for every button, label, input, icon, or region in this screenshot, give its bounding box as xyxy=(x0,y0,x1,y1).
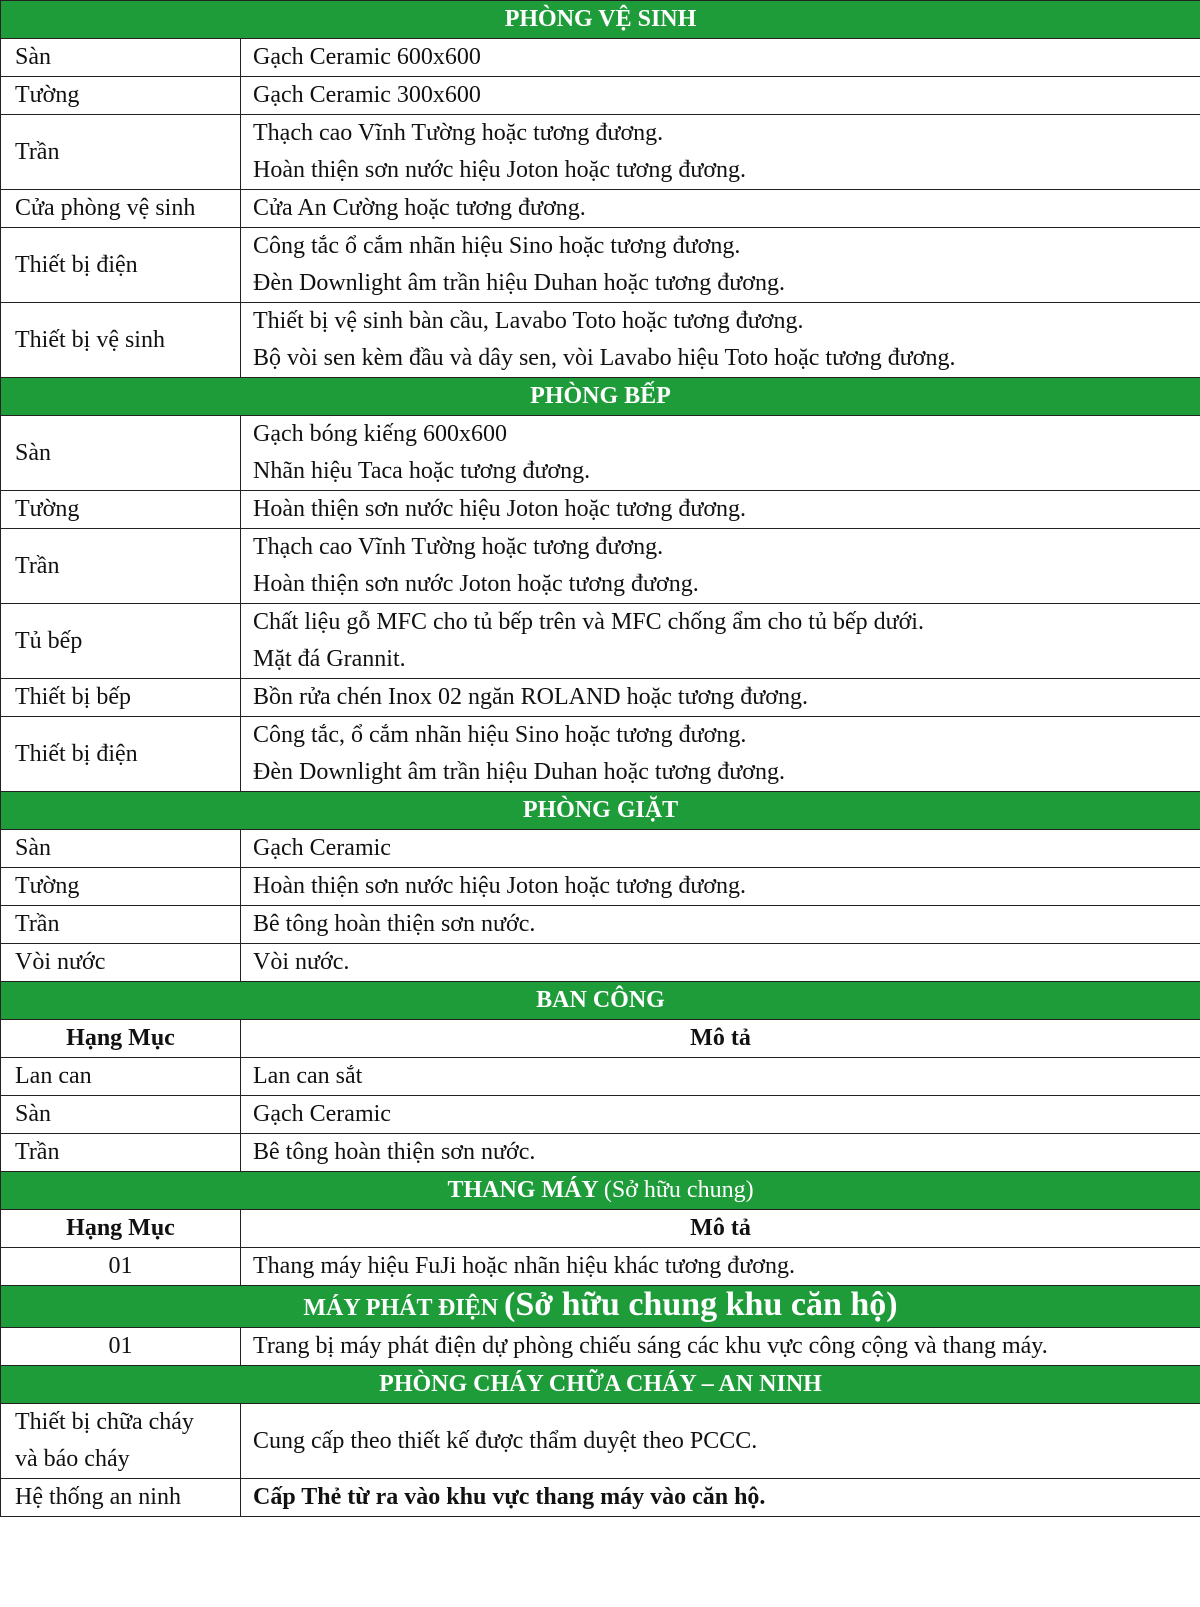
item-label-cell xyxy=(1,944,241,982)
item-description-cell xyxy=(241,491,1200,529)
item-label: Trần xyxy=(15,911,60,937)
item-description: Thạch cao Vĩnh Tường hoặc tương đương. xyxy=(253,120,664,146)
table-row xyxy=(1,1096,1200,1134)
item-description: Vòi nước. xyxy=(253,949,350,975)
item-label: Tường xyxy=(15,873,80,899)
item-label-cell xyxy=(1,529,241,604)
section-title-cell xyxy=(1,1172,1200,1210)
item-label: Thiết bị điện xyxy=(15,251,138,278)
item-description-cell xyxy=(241,190,1200,228)
item-description: Bộ vòi sen kèm đầu và dây sen, vòi Lavabo hiệu Toto hoặc tương đương. xyxy=(253,345,956,371)
item-description: Mặt đá Grannit. xyxy=(253,646,406,672)
item-label-cell xyxy=(1,1248,241,1286)
item-description: Lan can sắt xyxy=(253,1063,363,1089)
section-note: (Sở hữu chung khu căn hộ) xyxy=(504,1286,898,1323)
item-description: Bồn rửa chén Inox 02 ngăn ROLAND hoặc tương đương. xyxy=(253,684,808,710)
section-title: PHÒNG CHÁY CHỮA CHÁY – AN NINH xyxy=(379,1371,822,1397)
item-label: Trần xyxy=(15,138,60,165)
item-label-cell xyxy=(1,190,241,228)
section-header-thang-may xyxy=(1,1172,1200,1210)
item-label-cell xyxy=(1,1058,241,1096)
table-row xyxy=(1,944,1200,982)
item-label-cell xyxy=(1,1134,241,1172)
table-row xyxy=(1,906,1200,944)
column-header-row xyxy=(1,1210,1200,1248)
item-label: Thiết bị vệ sinh xyxy=(15,326,165,353)
section-header-may-phat-dien xyxy=(1,1286,1200,1328)
item-label-cell xyxy=(1,830,241,868)
table-row xyxy=(1,868,1200,906)
section-title: MÁY PHÁT ĐIỆN xyxy=(303,1295,499,1321)
item-description: Hoàn thiện sơn nước hiệu Joton hoặc tương đương. xyxy=(253,496,747,522)
item-description: Gạch Ceramic xyxy=(253,835,391,861)
item-label: Sàn xyxy=(15,1101,51,1127)
section-title-cell xyxy=(1,1366,1200,1404)
item-description-cell xyxy=(241,1328,1200,1366)
item-label: Tường xyxy=(15,82,80,108)
section-header-phong-chay-chua-chay-an-ninh xyxy=(1,1366,1200,1404)
item-label: Sàn xyxy=(15,835,51,861)
item-description-cell xyxy=(241,717,1200,792)
section-title: BAN CÔNG xyxy=(536,987,665,1013)
table-row xyxy=(1,39,1200,77)
item-label: Sàn xyxy=(15,44,51,70)
table-row xyxy=(1,416,1200,491)
item-description-cell xyxy=(241,529,1200,604)
column-header-col1: Hạng Mục xyxy=(1,1210,241,1248)
item-description-cell xyxy=(241,944,1200,982)
table-row xyxy=(1,115,1200,190)
item-description-cell xyxy=(241,39,1200,77)
table-row xyxy=(1,190,1200,228)
item-label-cell xyxy=(1,115,241,190)
item-label-cell xyxy=(1,1404,241,1479)
item-description: Gạch Ceramic 600x600 xyxy=(253,44,481,70)
item-description-cell xyxy=(241,416,1200,491)
table-row xyxy=(1,1404,1200,1479)
section-title: PHÒNG GIẶT xyxy=(522,797,679,823)
item-description-cell xyxy=(241,115,1200,190)
item-label: Sàn xyxy=(15,439,51,466)
table-row xyxy=(1,303,1200,378)
item-description: Thang máy hiệu FuJi hoặc nhãn hiệu khác tương đương. xyxy=(253,1253,795,1279)
item-description: Hoàn thiện sơn nước hiệu Joton hoặc tương đương. xyxy=(253,157,747,183)
item-description: Cung cấp theo thiết kế được thẩm duyệt theo PCCC. xyxy=(253,1427,758,1454)
item-description-cell xyxy=(241,604,1200,679)
item-label-cell xyxy=(1,416,241,491)
item-description: Cấp Thẻ từ ra vào khu vực thang máy vào căn hộ. xyxy=(253,1484,766,1510)
item-description-cell xyxy=(241,303,1200,378)
column-header-col2: Mô tả xyxy=(241,1020,1200,1058)
item-label-cell xyxy=(1,491,241,529)
section-title-cell xyxy=(1,1286,1200,1328)
item-label-cell xyxy=(1,1328,241,1366)
item-description-cell xyxy=(241,830,1200,868)
table-row xyxy=(1,1328,1200,1366)
section-title-cell xyxy=(1,982,1200,1020)
item-label-cell xyxy=(1,717,241,792)
item-label: Trần xyxy=(15,552,60,579)
table-row xyxy=(1,1058,1200,1096)
item-label-cell xyxy=(1,906,241,944)
item-description: Công tắc ổ cắm nhãn hiệu Sino hoặc tương đương. xyxy=(253,233,741,259)
item-description: Gạch Ceramic 300x600 xyxy=(253,82,481,108)
item-description: Cửa An Cường hoặc tương đương. xyxy=(253,195,586,221)
item-label-cell xyxy=(1,868,241,906)
item-label-cell xyxy=(1,679,241,717)
item-label: Lan can xyxy=(15,1063,92,1089)
item-description-cell xyxy=(241,1479,1200,1517)
item-description: Thiết bị vệ sinh bàn cầu, Lavabo Toto hoặc tương đương. xyxy=(253,308,804,334)
item-label-cell xyxy=(1,77,241,115)
column-header-row xyxy=(1,1020,1200,1058)
section-title-cell xyxy=(1,792,1200,830)
item-label: Tủ bếp xyxy=(15,627,83,654)
item-label: 01 xyxy=(108,1333,133,1359)
section-header-phong-ve-sinh xyxy=(1,1,1200,39)
item-description: Đèn Downlight âm trần hiệu Duhan hoặc tương đương. xyxy=(253,759,785,785)
item-description-cell xyxy=(241,679,1200,717)
item-label-cell xyxy=(1,228,241,303)
item-label-cell xyxy=(1,604,241,679)
section-title: PHÒNG BẾP xyxy=(530,383,671,409)
table-row xyxy=(1,77,1200,115)
item-label: Thiết bị điện xyxy=(15,740,138,767)
item-label: Vòi nước xyxy=(15,949,106,975)
item-description-cell xyxy=(241,906,1200,944)
table-row xyxy=(1,1248,1200,1286)
section-header-phong-bep xyxy=(1,378,1200,416)
table-row xyxy=(1,228,1200,303)
spec-table-body xyxy=(1,1,1200,1517)
item-label-cell xyxy=(1,1479,241,1517)
item-label: 01 xyxy=(108,1253,133,1279)
item-label: Tường xyxy=(15,496,80,522)
item-description: Bê tông hoàn thiện sơn nước. xyxy=(253,911,536,937)
item-description: Trang bị máy phát điện dự phòng chiếu sáng các khu vực công cộng và thang máy. xyxy=(253,1333,1048,1359)
item-description-cell xyxy=(241,228,1200,303)
section-title: THANG MÁY xyxy=(447,1177,598,1203)
item-description-cell xyxy=(241,1404,1200,1479)
section-note: (Sở hữu chung) xyxy=(603,1177,754,1203)
item-description-cell xyxy=(241,1058,1200,1096)
table-row xyxy=(1,491,1200,529)
item-label-cell xyxy=(1,39,241,77)
item-label: và báo cháy xyxy=(15,1446,130,1472)
column-header-col2: Mô tả xyxy=(241,1210,1200,1248)
item-label: Thiết bị bếp xyxy=(15,684,131,710)
table-row xyxy=(1,529,1200,604)
item-description: Gạch bóng kiếng 600x600 xyxy=(253,421,507,447)
item-description: Bê tông hoàn thiện sơn nước. xyxy=(253,1139,536,1165)
section-title-cell xyxy=(1,378,1200,416)
section-header-phong-giat xyxy=(1,792,1200,830)
item-label-cell xyxy=(1,303,241,378)
item-label-cell xyxy=(1,1096,241,1134)
table-row xyxy=(1,679,1200,717)
item-description: Gạch Ceramic xyxy=(253,1101,391,1127)
item-label: Hệ thống an ninh xyxy=(15,1484,181,1510)
table-row xyxy=(1,1134,1200,1172)
table-row xyxy=(1,717,1200,792)
item-description: Nhãn hiệu Taca hoặc tương đương. xyxy=(253,458,591,484)
section-header-ban-cong xyxy=(1,982,1200,1020)
item-label: Cửa phòng vệ sinh xyxy=(15,195,196,221)
item-description-cell xyxy=(241,1248,1200,1286)
item-label: Trần xyxy=(15,1139,60,1165)
item-description: Chất liệu gỗ MFC cho tủ bếp trên và MFC chống ẩm cho tủ bếp dưới. xyxy=(253,609,924,635)
item-description: Hoàn thiện sơn nước hiệu Joton hoặc tương đương. xyxy=(253,873,747,899)
section-title-cell xyxy=(1,1,1200,39)
item-description-cell xyxy=(241,868,1200,906)
item-description-cell xyxy=(241,1134,1200,1172)
column-header-col1: Hạng Mục xyxy=(1,1020,241,1058)
item-label: Thiết bị chữa cháy xyxy=(15,1409,194,1435)
item-description: Đèn Downlight âm trần hiệu Duhan hoặc tương đương. xyxy=(253,270,785,296)
item-description: Hoàn thiện sơn nước Joton hoặc tương đương. xyxy=(253,571,699,597)
item-description: Thạch cao Vĩnh Tường hoặc tương đương. xyxy=(253,534,664,560)
table-row xyxy=(1,1479,1200,1517)
item-description-cell xyxy=(241,77,1200,115)
table-row xyxy=(1,830,1200,868)
table-row xyxy=(1,604,1200,679)
item-description: Công tắc, ổ cắm nhãn hiệu Sino hoặc tương đương. xyxy=(253,722,747,748)
item-description-cell xyxy=(241,1096,1200,1134)
section-title: PHÒNG VỆ SINH xyxy=(504,6,697,32)
